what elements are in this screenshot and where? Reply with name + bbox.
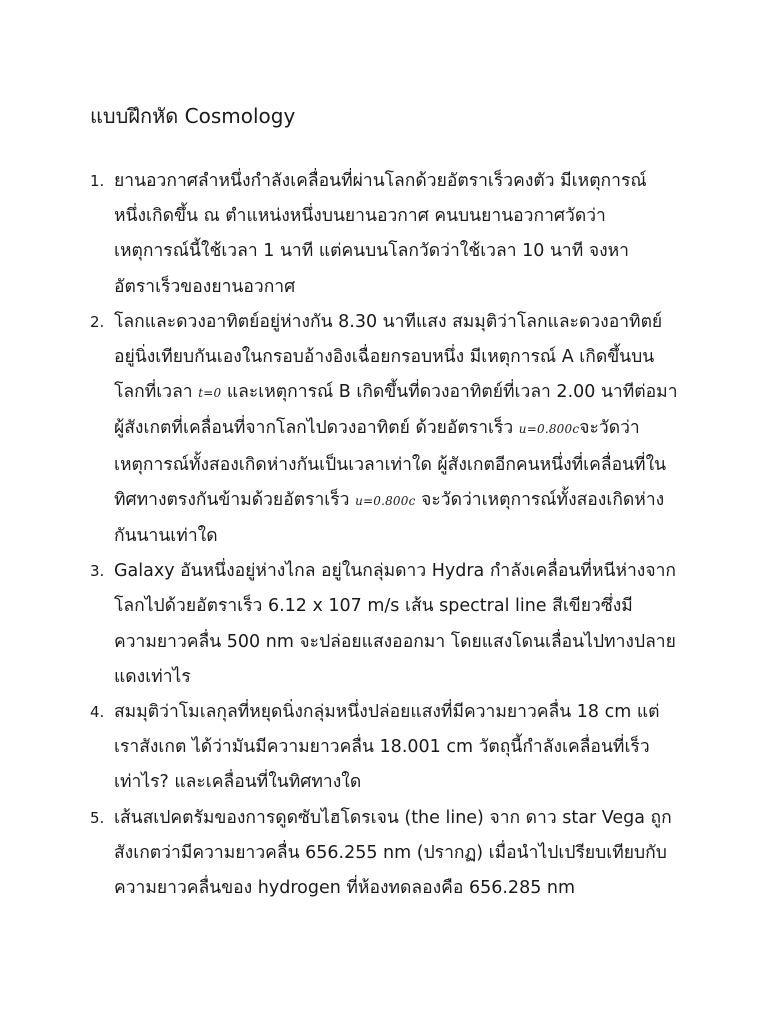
exercise-item-2 [90,305,678,554]
exercise-number: 4. [90,703,105,722]
exercise-text-part: จะวัดว่าเหตุการณ์ทั้งสองเกิดห่างกันเป็นเวลาเท่าใด ผู้สังเกตอีกคนหนึ่งที่เคลื่อนที่ในทิศทางตรงกันข้ามด้วยอัตราเร็ว [114,418,667,510]
exercise-text [114,305,678,554]
exercise-number: 1. [90,172,105,190]
exercise-text-part: และเหตุการณ์ B เกิดขึ้นที่ดวงอาทิตย์ที่เวลา 2.00 นาทีต่อมา ผู้สังเกตที่เคลื่อนที่จากโลกไปดวงอาทิตย์ ด้วยอัตราเร็ว [114,382,678,439]
exercise-number: 5. [90,808,105,827]
exercise-item-3 [90,554,678,695]
exercise-list [90,164,678,906]
exercise-text-part: โลกและดวงอาทิตย์อยู่ห่างกัน 8.30 นาทีแสง สมมุติว่าโลกและดวงอาทิตย์อยู่นิ่งเทียบกันเองในกรอบอ้างอิงเฉื่อยกรอบหนึ่ง มีเหตุการณ์ A เกิดขึ้นบนโลกที่เวลา [114,311,663,403]
exercise-number: 2. [90,312,105,331]
exercise-text-part: จะวัดว่าเหตุการณ์ทั้งสองเกิดห่างกันนานเท่าใด [114,489,665,547]
exercise-item-1 [90,164,678,305]
math-equation-t: t=0 [198,386,222,401]
math-equation-u: u=0.800c [355,493,416,508]
exercise-text: ยานอวกาศลำหนึ่งกำลังเคลื่อนที่ผ่านโลกด้วยอัตราเร็วคงตัว มีเหตุการณ์หนึ่งเกิดขึ้น ณ ตำแหน่งหนึ่งบนยานอวกาศ คนบนยานอวกาศวัดว่าเหตุการณ์นี้ใช้เวลา 1 นาที แต่คนบนโลกวัดว่าใช้เวลา 10 นาที จงหาอัตราเร็วของยานอวกาศ [114,171,647,297]
exercise-number: 3. [90,562,105,581]
exercise-text: Galaxy อันหนึ่งอยู่ห่างไกล อยู่ในกลุ่มดาว Hydra กำลังเคลื่อนที่หนีห่างจาก โลกไปด้วยอัตราเร็ว 6.12 x 107 m/s เส้น spectral line สีเขียวซึ่งมีความยาวคลื่น 500 nm จะปล่อยแสงออกมา โดยแสงโดนเลื่อนไปทางปลายแดงเท่าไร [114,561,677,687]
document-title: แบบฝึกหัด Cosmology [90,104,296,128]
exercise-item-5 [90,801,678,907]
exercise-text: สมมุติว่าโมเลกุลที่หยุดนิ่งกลุ่มหนึ่งปล่อยแสงที่มีความยาวคลื่น 18 cm แต่เราสังเกต ได้ว่ามันมีความยาวคลื่น 18.001 cm วัตถุนี้กำลังเคลื่อนที่เร็วเท่าไร? และเคลื่อนที่ในทิศทางใด [114,702,660,793]
math-equation-u: u=0.800c [518,422,580,437]
exercise-text: เส้นสเปคตรัมของการดูดซับไฮโดรเจน (the line) จาก ดาว star Vega ถูกสังเกตว่ามีความยาวคลื่น 656.255 nm (ปรากฏ) เมื่อนำไปเปรียบเทียบกับ ความยาวคลื่นของ hydrogen ที่ห้องทดลองคือ 656.285 nm [114,807,672,899]
exercise-item-4 [90,695,678,801]
